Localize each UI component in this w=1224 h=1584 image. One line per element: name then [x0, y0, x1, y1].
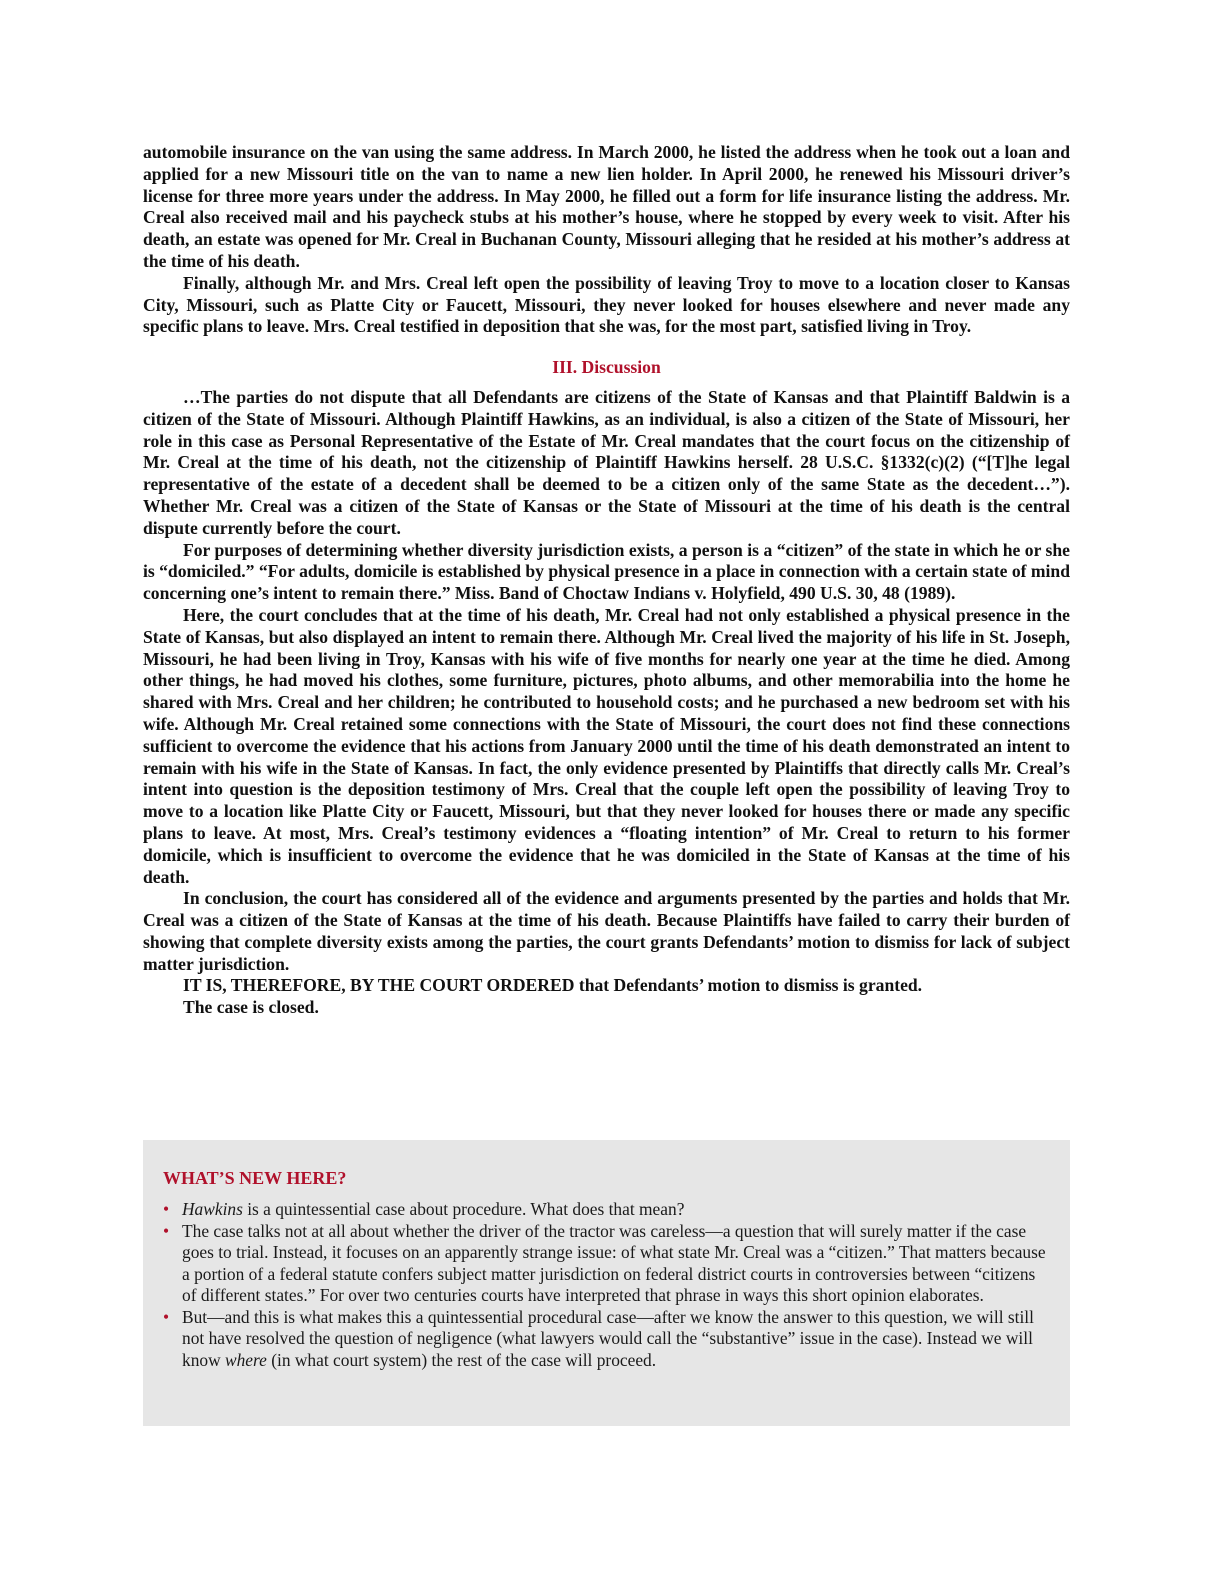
whats-new-here-box — [143, 1140, 1070, 1426]
paragraph-conclusion: In conclusion, the court has considered all of the evidence and arguments presented by the parties and holds that Mr. Creal was a citizen of the State of Kansas at the time of his death. Because Plaintiffs have failed to carry their burden of showing that complete diversity exists among the parties, the court grants Defendants’ motion to dismiss for lack of subject matter jurisdiction. — [143, 888, 1070, 974]
emphasis-where: where — [225, 1349, 267, 1370]
paragraph-diversity-definition: For purposes of determining whether diversity jurisdiction exists, a person is a “citizen” of the state in which he or she is “domiciled.” “For adults, domicile is established by physical presence in a place in connection with a certain state of mind concerning one’s intent to remain there.” Miss. Band of Choctaw Indians v. Holyfield, 490 U.S. 30, 48 (1989). — [143, 539, 1070, 604]
case-name: Hawkins — [182, 1199, 243, 1219]
paragraph-parties-dispute: …The parties do not dispute that all Defendants are citizens of the State of Kansas and that Plaintiff Baldwin is a citizen of the State of Missouri. Although Plaintiff Hawkins, as an individual, is also a citizen of the State of Missouri, her role in this case as Personal Representative of the Estate of Mr. Creal mandates that the court focus on the citizenship of Mr. Creal at the time of his death, not the citizenship of Plaintiff Hawkins herself. 28 U.S.C. §1332(c)(2) (“[T]he legal representative of the estate of a decedent shall be deemed to be a citizen only of the same State as the decedent…”). Whether Mr. Creal was a citizen of the State of Kansas or the State of Missouri at the time of his death is the central dispute currently before the court. — [143, 386, 1070, 538]
box-title: WHAT’S NEW HERE? — [163, 1168, 347, 1188]
list-item — [163, 1307, 1050, 1372]
opinion-body — [143, 142, 1070, 1019]
list-item — [163, 1199, 1050, 1221]
bullet-list — [163, 1199, 1050, 1371]
list-item-text: But—and this is what makes this a quintessential procedural case—after we know the answer to this question, we will still not have resolved the question of negligence (what lawyers would call the “substantive” issue in the case). Instead we will know — [182, 1306, 1034, 1370]
paragraph-address-evidence: automobile insurance on the van using the same address. In March 2000, he listed the address when he took out a loan and applied for a new Missouri title on the van to name a new lien holder. In April 2000, he renewed his Missouri driver’s license for three more years under the address. In May 2000, he filled out a form for life insurance listing the address. Mr. Creal also received mail and his paycheck stubs at his mother’s house, where he stopped by every week to visit. After his death, an estate was opened for Mr. Creal in Buchanan County, Missouri alleging that he resided at his mother’s address at the time of his death. — [143, 142, 1070, 271]
case-closed: The case is closed. — [183, 997, 319, 1018]
section-heading-discussion: III. Discussion — [552, 357, 661, 378]
list-item — [163, 1221, 1050, 1307]
list-item-text: (in what court system) the rest of the case will proceed. — [266, 1349, 657, 1370]
bullet-icon — [163, 1221, 169, 1243]
bullet-icon — [163, 1307, 169, 1329]
opinion-text — [143, 142, 1070, 1019]
list-item-text: The case talks not at all about whether the driver of the tractor was careless—a question that will surely matter if the case goes to trial. Instead, it focuses on an apparently strange issue: of what state Mr. Creal was a “citizen.” That matters because a portion of a federal statute confers subject matter jurisdiction on federal district courts in controversies between “citizens of different states.” For over two centuries courts have interpreted that phrase in ways this short opinion elaborates. — [182, 1220, 1046, 1305]
list-item-text: is a quintessential case about procedure. What does that mean? — [242, 1199, 685, 1219]
court-order: IT IS, THEREFORE, BY THE COURT ORDERED that Defendants’ motion to dismiss is granted. — [183, 975, 923, 996]
paragraph-court-concludes: Here, the court concludes that at the time of his death, Mr. Creal had not only established a physical presence in the State of Kansas, but also displayed an intent to remain there. Although Mr. Creal lived the majority of his life in St. Joseph, Missouri, he had been living in Troy, Kansas with his wife of five months for nearly one year at the time he died. Among other things, he had moved his clothes, some furniture, pictures, photo albums, and other memorabilia into the home he shared with Mrs. Creal and her children; he contributed to household costs; and he purchased a new bedroom set with his wife. Although Mr. Creal retained some connections with the State of Missouri, the court does not find these connections sufficient to overcome the evidence that his actions from January 2000 until the time of his death demonstrated an intent to remain with his wife in the State of Kansas. In fact, the only evidence presented by Plaintiffs that directly calls Mr. Creal’s intent into question is the deposition testimony of Mrs. Creal that the couple left open the possibility of leaving Troy to move to a location like Platte City or Faucett, Missouri, but that they never looked for houses there or made any specific plans to leave. At most, Mrs. Creal’s testimony evidences a “floating intention” of Mr. Creal to return to his former domicile, which is insufficient to overcome the evidence that he was domiciled in the State of Kansas at the time of his death. — [143, 604, 1070, 887]
paragraph-finally: Finally, although Mr. and Mrs. Creal left open the possibility of leaving Troy to move to a location closer to Kansas City, Missouri, such as Platte City or Faucett, Missouri, they never looked for houses elsewhere and never made any specific plans to leave. Mrs. Creal testified in deposition that she was, for the most part, satisfied living in Troy. — [143, 272, 1070, 337]
bullet-icon — [163, 1199, 169, 1221]
